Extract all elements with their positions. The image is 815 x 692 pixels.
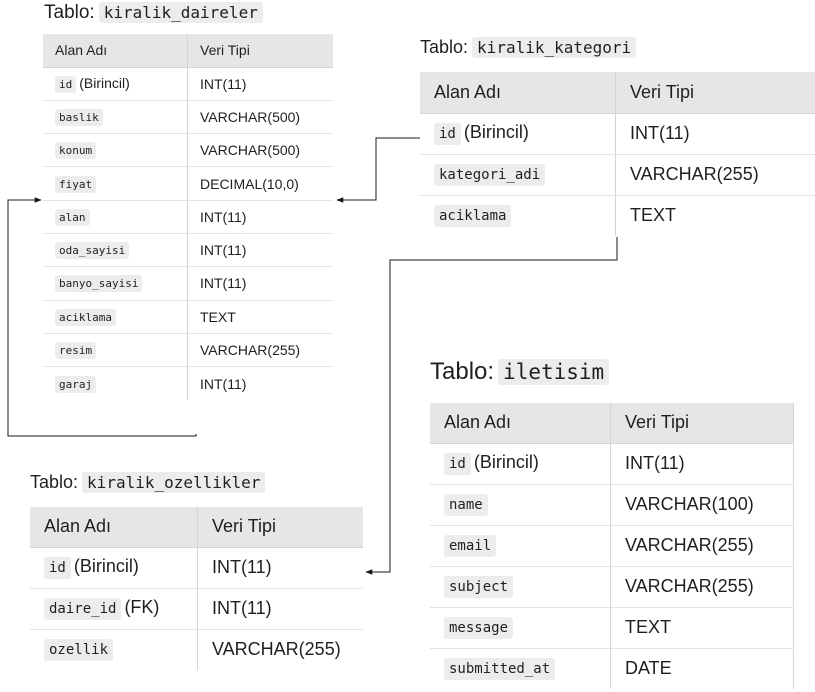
field-type-cell: DECIMAL(10,0)	[188, 167, 334, 200]
field-note: (Birincil)	[79, 74, 130, 91]
field-name-code: message	[444, 617, 513, 639]
table-row	[430, 607, 794, 648]
field-name-cell	[430, 443, 611, 484]
field-name-code: id	[44, 557, 71, 579]
field-type-cell: DATE	[611, 648, 794, 689]
table-row	[43, 300, 333, 333]
field-name-cell	[420, 113, 616, 154]
table-row	[43, 367, 333, 400]
field-name-cell	[43, 333, 188, 366]
table-row	[420, 154, 815, 195]
field-name-code: id	[55, 76, 76, 93]
field-name-cell	[430, 484, 611, 525]
table-row	[43, 267, 333, 300]
column-header-name: Alan Adı	[420, 72, 616, 113]
column-header-name: Alan Adı	[430, 403, 611, 443]
field-name-cell	[430, 607, 611, 648]
field-name-cell	[30, 547, 198, 588]
field-type-cell: VARCHAR(255)	[188, 333, 334, 366]
field-name-cell	[430, 525, 611, 566]
field-note: (Birincil)	[463, 122, 529, 142]
table-row	[43, 200, 333, 233]
table-name-code: kiralik_daireler	[99, 2, 263, 23]
field-name-code: resim	[55, 342, 96, 359]
field-type-cell: VARCHAR(255)	[212, 639, 341, 660]
field-note: (Birincil)	[73, 556, 139, 576]
field-type-cell: VARCHAR(255)	[616, 154, 815, 195]
field-type-cell: INT(11)	[616, 113, 815, 154]
field-type-cell: INT(11)	[200, 375, 247, 392]
table-iletisim	[430, 403, 794, 689]
field-name-cell	[43, 134, 188, 167]
table-kiralik-ozellikler	[30, 507, 363, 670]
field-name-code: id	[434, 123, 461, 145]
field-note: (Birincil)	[473, 452, 539, 472]
table-row	[420, 113, 815, 154]
table-row	[430, 648, 794, 689]
field-note: (FK)	[124, 597, 160, 617]
field-type-cell: VARCHAR(100)	[611, 484, 794, 525]
field-name-cell	[420, 154, 616, 195]
field-type-cell: TEXT	[611, 607, 794, 648]
field-name-code: baslik	[55, 109, 103, 126]
field-type-cell: VARCHAR(500)	[188, 100, 334, 133]
table-title-iletisim: Tablo: iletisim	[430, 358, 609, 386]
field-type-cell: INT(11)	[198, 547, 364, 588]
field-name-code: subject	[444, 576, 513, 598]
table-name-code: kiralik_kategori	[472, 37, 636, 58]
column-header-name: Alan Adı	[43, 34, 188, 67]
column-header-type: Veri Tipi	[188, 34, 334, 67]
field-type-cell: INT(11)	[611, 443, 794, 484]
field-name-cell	[43, 267, 188, 300]
table-name-code: iletisim	[498, 359, 609, 385]
table-row	[43, 134, 333, 167]
field-name-cell	[430, 648, 611, 689]
field-type-cell: VARCHAR(500)	[188, 134, 334, 167]
field-name-cell	[43, 100, 188, 133]
field-type-cell: INT(11)	[198, 588, 364, 629]
field-name-code: aciklama	[55, 309, 116, 326]
table-name-code: kiralik_ozellikler	[82, 472, 265, 493]
field-type-cell: INT(11)	[188, 67, 334, 100]
table-row	[43, 333, 333, 366]
table-row	[430, 484, 794, 525]
field-name-cell	[43, 200, 188, 233]
table-row	[30, 629, 363, 670]
connector-kategori-to-daireler	[337, 138, 420, 200]
table-title-kiralik-daireler: Tablo: kiralik_daireler	[44, 2, 263, 24]
field-name-code: garaj	[55, 376, 96, 393]
table-row	[430, 525, 794, 566]
column-header-name: Alan Adı	[30, 507, 198, 547]
table-kiralik-daireler	[43, 34, 333, 400]
field-name-code: banyo_sayisi	[55, 275, 142, 292]
table-row	[43, 67, 333, 100]
field-name-code: oda_sayisi	[55, 242, 129, 259]
table-row	[43, 100, 333, 133]
field-name-code: id	[444, 453, 471, 475]
field-name-code: name	[444, 494, 488, 516]
table-row	[30, 547, 363, 588]
table-title-kiralik-kategori: Tablo: kiralik_kategori	[420, 37, 636, 58]
table-title-kiralik-ozellikler: Tablo: kiralik_ozellikler	[30, 472, 265, 493]
field-name-code: daire_id	[44, 598, 121, 620]
field-name-cell	[420, 195, 616, 236]
field-name-cell	[430, 566, 611, 607]
field-name-cell	[43, 67, 188, 100]
field-name-cell	[43, 167, 188, 200]
table-row	[43, 167, 333, 200]
table-row	[43, 233, 333, 266]
field-type-cell: VARCHAR(255)	[611, 525, 794, 566]
field-name-cell	[43, 300, 188, 333]
field-name-cell	[30, 588, 198, 629]
field-type-cell: VARCHAR(255)	[611, 566, 794, 607]
field-type-cell: INT(11)	[188, 267, 334, 300]
field-name-code: email	[444, 535, 496, 557]
field-type-cell: INT(11)	[188, 200, 334, 233]
field-name-code: fiyat	[55, 176, 96, 193]
field-name-code: alan	[55, 209, 90, 226]
table-row	[30, 588, 363, 629]
column-header-type: Veri Tipi	[611, 403, 794, 443]
field-name-code: konum	[55, 142, 96, 159]
table-row	[430, 443, 794, 484]
field-name-code: aciklama	[434, 205, 511, 227]
field-type-cell: INT(11)	[188, 233, 334, 266]
field-name-code: kategori_adi	[434, 164, 545, 186]
field-type-cell: TEXT	[630, 205, 677, 226]
column-header-type: Veri Tipi	[198, 507, 364, 547]
field-name-code: ozellik	[44, 639, 113, 661]
field-name-cell	[43, 233, 188, 266]
table-row	[430, 566, 794, 607]
field-name-code: submitted_at	[444, 658, 555, 680]
table-row	[420, 195, 815, 236]
field-name-cell	[30, 629, 198, 670]
column-header-type: Veri Tipi	[616, 72, 815, 113]
field-type-cell: TEXT	[188, 300, 334, 333]
field-name-cell	[43, 367, 188, 400]
table-kiralik-kategori	[420, 72, 815, 236]
